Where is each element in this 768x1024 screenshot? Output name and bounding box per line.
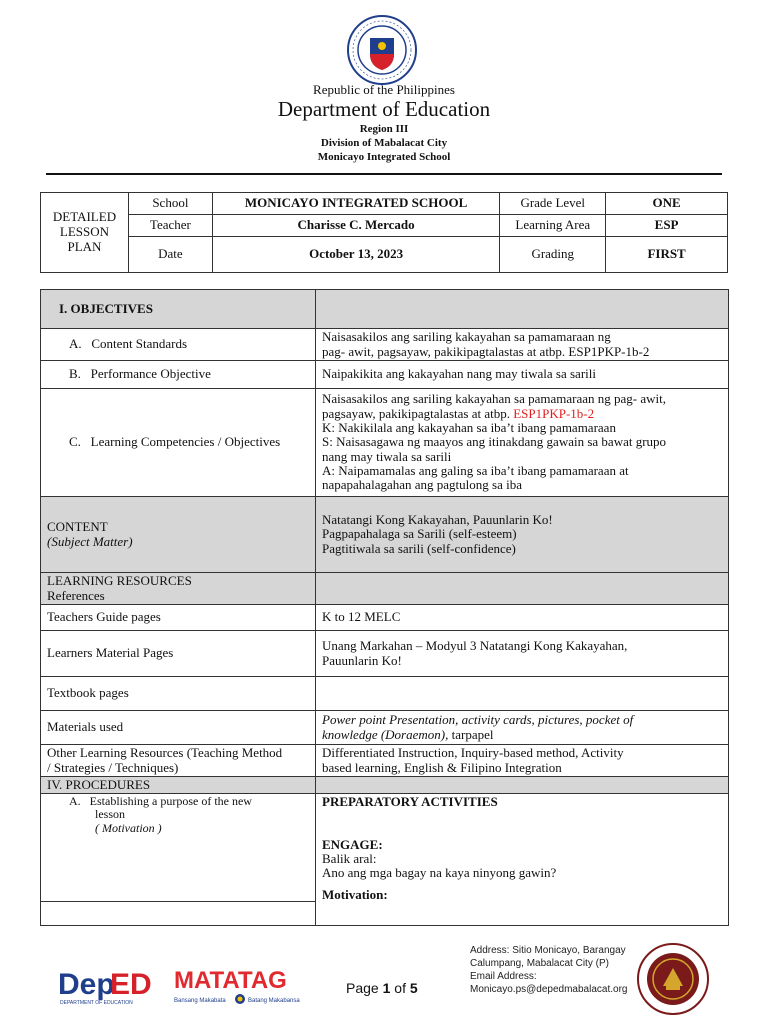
dlp-title: DETAILED LESSON PLAN xyxy=(41,193,129,273)
establishing-purpose-label: A. Establishing a purpose of the new lesson ( Motivation ) xyxy=(41,794,316,902)
other-resources-value: Differentiated Instruction, Inquiry-based method, Activity based learning, English & Filipino Integration xyxy=(316,745,729,777)
school-value: MONICAYO INTEGRATED SCHOOL xyxy=(212,193,500,215)
school-seal-icon xyxy=(636,942,710,1016)
content-label: CONTENT (Subject Matter) xyxy=(41,497,316,573)
division-heading: Division of Mabalacat City xyxy=(320,137,448,149)
teachers-guide-label: Teachers Guide pages xyxy=(41,605,316,631)
learning-area-value: ESP xyxy=(606,215,728,237)
motivation-heading: Motivation: xyxy=(322,887,388,903)
learning-resources-label: LEARNING RESOURCES References xyxy=(41,573,316,605)
procedures-heading: IV. PROCEDURES xyxy=(41,777,316,794)
teachers-guide-value: K to 12 MELC xyxy=(316,605,729,631)
lesson-info-table xyxy=(40,192,728,273)
procedures-empty xyxy=(316,777,729,794)
svg-text:ED: ED xyxy=(110,968,152,1001)
learning-competencies-value: Naisasakilos ang sariling kakayahan sa pamamaraan ng pag- awit, pagsayaw, pakikipagtalastas at atbp. ESP1PKP-1b-2 K: Nakikilala ang kakayahan sa iba’t ibang pamamaraan S: Naisasagawa ng maayos ang itinakdang gawain sa bawat grupo nang may tiwala sa sarili A: Naipamamalas ang galing sa iba’t ibang pamamaraan at napapahalagahan ang pagtulong sa iba xyxy=(316,389,729,497)
grade-level-value: ONE xyxy=(606,193,728,215)
svg-text:Dep: Dep xyxy=(58,968,115,1001)
objectives-heading: I. OBJECTIVES xyxy=(41,290,316,329)
date-label: Date xyxy=(128,237,212,273)
svg-text:Bansang Makabata: Bansang Makabata xyxy=(174,998,226,1004)
republic-heading: Republic of the Philippines xyxy=(313,82,455,97)
svg-text:DEPARTMENT OF EDUCATION: DEPARTMENT OF EDUCATION xyxy=(60,1000,133,1006)
content-value: Natatangi Kong Kakayahan, Pauunlarin Ko! Pagpapahalaga sa Sarili (self-esteem) Pagtitiwala sa sarili (self-confidence) xyxy=(316,497,729,573)
deped-seal-icon xyxy=(340,14,424,86)
school-heading: Monicayo Integrated School xyxy=(317,151,451,163)
page-footer xyxy=(0,940,768,1024)
teacher-label: Teacher xyxy=(128,215,212,237)
competency-code: ESP1PKP-1b-2 xyxy=(513,405,595,421)
performance-objective-value: Naipakikita ang kakayahan nang may tiwala sa sarili xyxy=(316,361,729,389)
page-number: Page 1 of 5 xyxy=(346,980,418,996)
matatag-logo-icon xyxy=(172,962,312,1006)
materials-label: Materials used xyxy=(41,711,316,745)
header-divider xyxy=(46,173,722,175)
learning-area-label: Learning Area xyxy=(500,215,606,237)
materials-value: Power point Presentation, activity cards, pictures, pocket of knowledge (Doraemon), tarpapel xyxy=(316,711,729,745)
grade-level-label: Grade Level xyxy=(500,193,606,215)
objectives-empty xyxy=(316,290,729,329)
engage-heading: ENGAGE: xyxy=(322,836,383,852)
procedures-empty-cell xyxy=(41,902,316,926)
learners-material-label: Learners Material Pages xyxy=(41,631,316,677)
preparatory-activities-cell: PREPARATORY ACTIVITIES ENGAGE: Balik aral: Ano ang mga bagay na kaya ninyong gawin? Motivation: xyxy=(316,794,729,926)
grading-value: FIRST xyxy=(606,237,728,273)
learning-competencies-label: C. Learning Competencies / Objectives xyxy=(41,389,316,497)
content-standards-value: Naisasakilos ang sariling kakayahan sa pamamaraan ng pag- awit, pagsayaw, pakikipagtalastas at atbp. ESP1PKP-1b-2 xyxy=(316,329,729,361)
content-standards-label: A. Content Standards xyxy=(41,329,316,361)
svg-text:Batang Makabansa: Batang Makabansa xyxy=(248,998,300,1004)
department-heading: Department of Education xyxy=(277,97,491,121)
school-address: Address: Sitio Monicayo, Barangay Calumpang, Mabalacat City (P) Email Address: Monicayo.ps@depedmabalacat.org xyxy=(470,945,628,995)
learning-resources-empty xyxy=(316,573,729,605)
textbook-label: Textbook pages xyxy=(41,677,316,711)
preparatory-heading: PREPARATORY ACTIVITIES xyxy=(322,794,498,810)
lesson-plan-table xyxy=(40,289,729,926)
grading-label: Grading xyxy=(500,237,606,273)
date-value: October 13, 2023 xyxy=(212,237,500,273)
textbook-value xyxy=(316,677,729,711)
performance-objective-label: B. Performance Objective xyxy=(41,361,316,389)
deped-logo-icon xyxy=(58,962,154,1006)
school-label: School xyxy=(128,193,212,215)
other-resources-label: Other Learning Resources (Teaching Method / Strategies / Techniques) xyxy=(41,745,316,777)
svg-text:MATATAG: MATATAG xyxy=(174,967,287,994)
learners-material-value: Unang Markahan – Modyul 3 Natatangi Kong Kakayahan, Pauunlarin Ko! xyxy=(316,631,729,677)
teacher-value: Charisse C. Mercado xyxy=(212,215,500,237)
region-heading: Region III xyxy=(359,123,409,135)
